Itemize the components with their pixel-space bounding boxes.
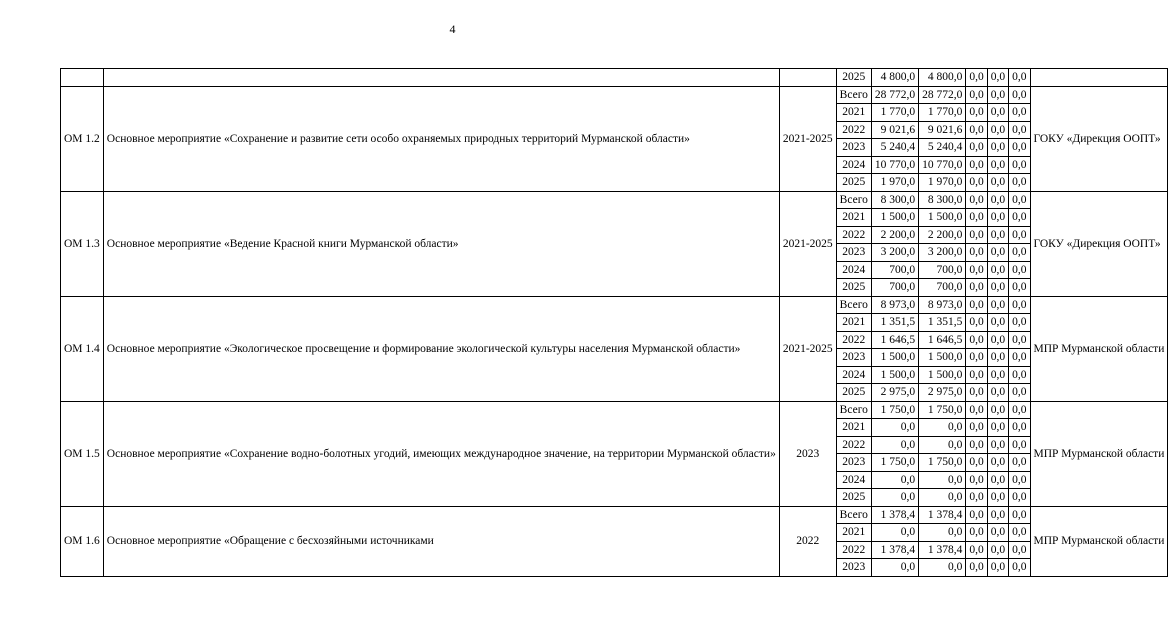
value-cell: 0,0 [1009,121,1030,139]
value-cell: 0,0 [1009,226,1030,244]
value-cell: 0,0 [987,541,1008,559]
year-cell: Всего [836,296,871,314]
value-cell: 0,0 [987,226,1008,244]
value-cell: 1 750,0 [871,454,918,472]
executor-cell: МПР Мурманской области [1030,296,1168,401]
value-cell: 0,0 [919,524,966,542]
value-cell: 0,0 [1009,541,1030,559]
value-cell: 0,0 [1009,279,1030,297]
value-cell: 1 500,0 [871,349,918,367]
value-cell: 0,0 [966,436,987,454]
year-cell: 2022 [836,121,871,139]
table-row [61,506,1168,524]
value-cell: 0,0 [966,471,987,489]
value-cell: 1 750,0 [919,454,966,472]
name-cell [103,69,779,87]
value-cell: 1 378,4 [871,541,918,559]
value-cell: 1 500,0 [919,366,966,384]
executor-cell: МПР Мурманской области [1030,401,1168,506]
value-cell: 0,0 [966,349,987,367]
value-cell: 0,0 [966,174,987,192]
value-cell: 1 750,0 [919,401,966,419]
value-cell: 0,0 [871,524,918,542]
value-cell: 0,0 [987,471,1008,489]
value-cell: 1 378,4 [919,541,966,559]
year-cell: Всего [836,86,871,104]
value-cell: 0,0 [966,524,987,542]
value-cell: 0,0 [987,244,1008,262]
value-cell: 0,0 [1009,261,1030,279]
value-cell: 700,0 [871,279,918,297]
value-cell: 0,0 [966,226,987,244]
value-cell: 0,0 [987,279,1008,297]
value-cell: 0,0 [987,384,1008,402]
value-cell: 0,0 [966,209,987,227]
value-cell: 0,0 [987,436,1008,454]
value-cell: 0,0 [1009,209,1030,227]
value-cell: 700,0 [871,261,918,279]
value-cell: 0,0 [966,121,987,139]
value-cell: 0,0 [1009,349,1030,367]
value-cell: 2 975,0 [919,384,966,402]
value-cell: 0,0 [966,384,987,402]
value-cell: 9 021,6 [871,121,918,139]
value-cell: 0,0 [919,419,966,437]
value-cell: 1 970,0 [871,174,918,192]
name-cell: Основное мероприятие «Сохранение водно-болотных угодий, имеющих международное значение, на территории Мурманской области» [103,401,779,506]
value-cell: 0,0 [1009,244,1030,262]
code-cell: ОМ 1.2 [61,86,104,191]
executor-cell [1030,69,1168,87]
value-cell: 0,0 [919,489,966,507]
value-cell: 0,0 [966,261,987,279]
year-cell: 2022 [836,226,871,244]
value-cell: 0,0 [871,489,918,507]
value-cell: 0,0 [1009,86,1030,104]
period-cell: 2022 [779,506,836,576]
value-cell: 0,0 [1009,314,1030,332]
executor-cell: ГОКУ «Дирекция ООПТ» [1030,86,1168,191]
value-cell: 9 021,6 [919,121,966,139]
value-cell: 0,0 [1009,191,1030,209]
value-cell: 0,0 [966,419,987,437]
value-cell: 1 970,0 [919,174,966,192]
value-cell: 1 351,5 [919,314,966,332]
year-cell: 2021 [836,419,871,437]
year-cell: 2024 [836,156,871,174]
year-cell: 2024 [836,261,871,279]
code-cell [61,69,104,87]
value-cell: 0,0 [966,489,987,507]
value-cell: 0,0 [987,139,1008,157]
period-cell: 2021-2025 [779,296,836,401]
value-cell: 4 800,0 [919,69,966,87]
value-cell: 1 646,5 [919,331,966,349]
table-row [61,69,1168,87]
value-cell: 0,0 [987,454,1008,472]
value-cell: 0,0 [966,559,987,577]
value-cell: 1 351,5 [871,314,918,332]
year-cell: 2024 [836,471,871,489]
value-cell: 0,0 [871,471,918,489]
value-cell: 0,0 [966,139,987,157]
value-cell: 1 500,0 [871,366,918,384]
year-cell: 2025 [836,69,871,87]
value-cell: 0,0 [987,104,1008,122]
value-cell: 3 200,0 [871,244,918,262]
year-cell: 2021 [836,524,871,542]
value-cell: 0,0 [871,419,918,437]
value-cell: 0,0 [966,191,987,209]
value-cell: 0,0 [1009,506,1030,524]
value-cell: 0,0 [1009,489,1030,507]
year-cell: Всего [836,506,871,524]
value-cell: 0,0 [966,69,987,87]
year-cell: 2023 [836,454,871,472]
value-cell: 0,0 [987,349,1008,367]
value-cell: 0,0 [987,191,1008,209]
year-cell: 2022 [836,541,871,559]
value-cell: 0,0 [1009,296,1030,314]
table-row [61,191,1168,209]
value-cell: 0,0 [1009,384,1030,402]
value-cell: 8 973,0 [871,296,918,314]
name-cell: Основное мероприятие «Ведение Красной книги Мурманской области» [103,191,779,296]
value-cell: 0,0 [1009,156,1030,174]
value-cell: 0,0 [966,331,987,349]
value-cell: 1 770,0 [919,104,966,122]
value-cell: 0,0 [1009,436,1030,454]
value-cell: 0,0 [1009,331,1030,349]
period-cell: 2021-2025 [779,86,836,191]
year-cell: 2022 [836,436,871,454]
value-cell: 0,0 [987,559,1008,577]
code-cell: ОМ 1.3 [61,191,104,296]
year-cell: 2021 [836,314,871,332]
value-cell: 10 770,0 [871,156,918,174]
value-cell: 0,0 [987,314,1008,332]
value-cell: 10 770,0 [919,156,966,174]
value-cell: 0,0 [987,174,1008,192]
value-cell: 0,0 [987,86,1008,104]
year-cell: 2025 [836,174,871,192]
value-cell: 0,0 [966,104,987,122]
name-cell: Основное мероприятие «Обращение с бесхозяйными источниками [103,506,779,576]
value-cell: 0,0 [966,86,987,104]
value-cell: 0,0 [919,436,966,454]
period-cell: 2023 [779,401,836,506]
value-cell: 0,0 [1009,366,1030,384]
value-cell: 28 772,0 [919,86,966,104]
value-cell: 8 300,0 [871,191,918,209]
value-cell: 0,0 [919,471,966,489]
table-row [61,86,1168,104]
value-cell: 1 750,0 [871,401,918,419]
executor-cell: МПР Мурманской области [1030,506,1168,576]
value-cell: 0,0 [987,156,1008,174]
value-cell: 0,0 [987,506,1008,524]
value-cell: 0,0 [1009,454,1030,472]
value-cell: 4 800,0 [871,69,918,87]
code-cell: ОМ 1.5 [61,401,104,506]
value-cell: 1 500,0 [919,349,966,367]
value-cell: 0,0 [1009,69,1030,87]
value-cell: 0,0 [987,69,1008,87]
year-cell: 2023 [836,244,871,262]
value-cell: 0,0 [966,541,987,559]
name-cell: Основное мероприятие «Экологическое просвещение и формирование экологической культуры населения Мурманской области» [103,296,779,401]
value-cell: 0,0 [1009,524,1030,542]
value-cell: 0,0 [987,121,1008,139]
name-cell: Основное мероприятие «Сохранение и развитие сети особо охраняемых природных территорий Мурманской области» [103,86,779,191]
value-cell: 700,0 [919,279,966,297]
value-cell: 0,0 [966,279,987,297]
table-row [61,401,1168,419]
value-cell: 0,0 [1009,139,1030,157]
value-cell: 2 200,0 [919,226,966,244]
value-cell: 0,0 [987,296,1008,314]
value-cell: 0,0 [966,454,987,472]
value-cell: 0,0 [987,401,1008,419]
value-cell: 0,0 [987,366,1008,384]
year-cell: 2021 [836,104,871,122]
year-cell: 2025 [836,384,871,402]
year-cell: 2023 [836,349,871,367]
value-cell: 2 975,0 [871,384,918,402]
value-cell: 0,0 [1009,559,1030,577]
year-cell: 2025 [836,489,871,507]
table-body [61,69,1168,577]
value-cell: 0,0 [987,524,1008,542]
value-cell: 5 240,4 [919,139,966,157]
value-cell: 1 378,4 [871,506,918,524]
value-cell: 8 300,0 [919,191,966,209]
value-cell: 0,0 [987,331,1008,349]
value-cell: 0,0 [966,506,987,524]
value-cell: 700,0 [919,261,966,279]
value-cell: 1 500,0 [871,209,918,227]
year-cell: 2021 [836,209,871,227]
value-cell: 0,0 [919,559,966,577]
year-cell: 2023 [836,559,871,577]
value-cell: 1 770,0 [871,104,918,122]
value-cell: 0,0 [966,244,987,262]
value-cell: 28 772,0 [871,86,918,104]
executor-cell: ГОКУ «Дирекция ООПТ» [1030,191,1168,296]
code-cell: ОМ 1.6 [61,506,104,576]
value-cell: 0,0 [871,559,918,577]
value-cell: 1 500,0 [919,209,966,227]
value-cell: 0,0 [966,296,987,314]
value-cell: 0,0 [966,366,987,384]
code-cell: ОМ 1.4 [61,296,104,401]
year-cell: Всего [836,191,871,209]
value-cell: 0,0 [987,261,1008,279]
value-cell: 0,0 [1009,471,1030,489]
value-cell: 1 646,5 [871,331,918,349]
period-cell [779,69,836,87]
page-number: 4 [449,22,456,36]
value-cell: 0,0 [966,314,987,332]
value-cell: 0,0 [987,489,1008,507]
value-cell: 0,0 [1009,174,1030,192]
period-cell: 2021-2025 [779,191,836,296]
value-cell: 2 200,0 [871,226,918,244]
year-cell: Всего [836,401,871,419]
value-cell: 5 240,4 [871,139,918,157]
year-cell: 2025 [836,279,871,297]
value-cell: 1 378,4 [919,506,966,524]
value-cell: 0,0 [987,419,1008,437]
budget-table [60,68,1168,577]
value-cell: 8 973,0 [919,296,966,314]
value-cell: 3 200,0 [919,244,966,262]
value-cell: 0,0 [966,401,987,419]
year-cell: 2023 [836,139,871,157]
value-cell: 0,0 [1009,401,1030,419]
value-cell: 0,0 [966,156,987,174]
year-cell: 2024 [836,366,871,384]
value-cell: 0,0 [1009,419,1030,437]
value-cell: 0,0 [987,209,1008,227]
value-cell: 0,0 [871,436,918,454]
value-cell: 0,0 [1009,104,1030,122]
year-cell: 2022 [836,331,871,349]
table-row [61,296,1168,314]
